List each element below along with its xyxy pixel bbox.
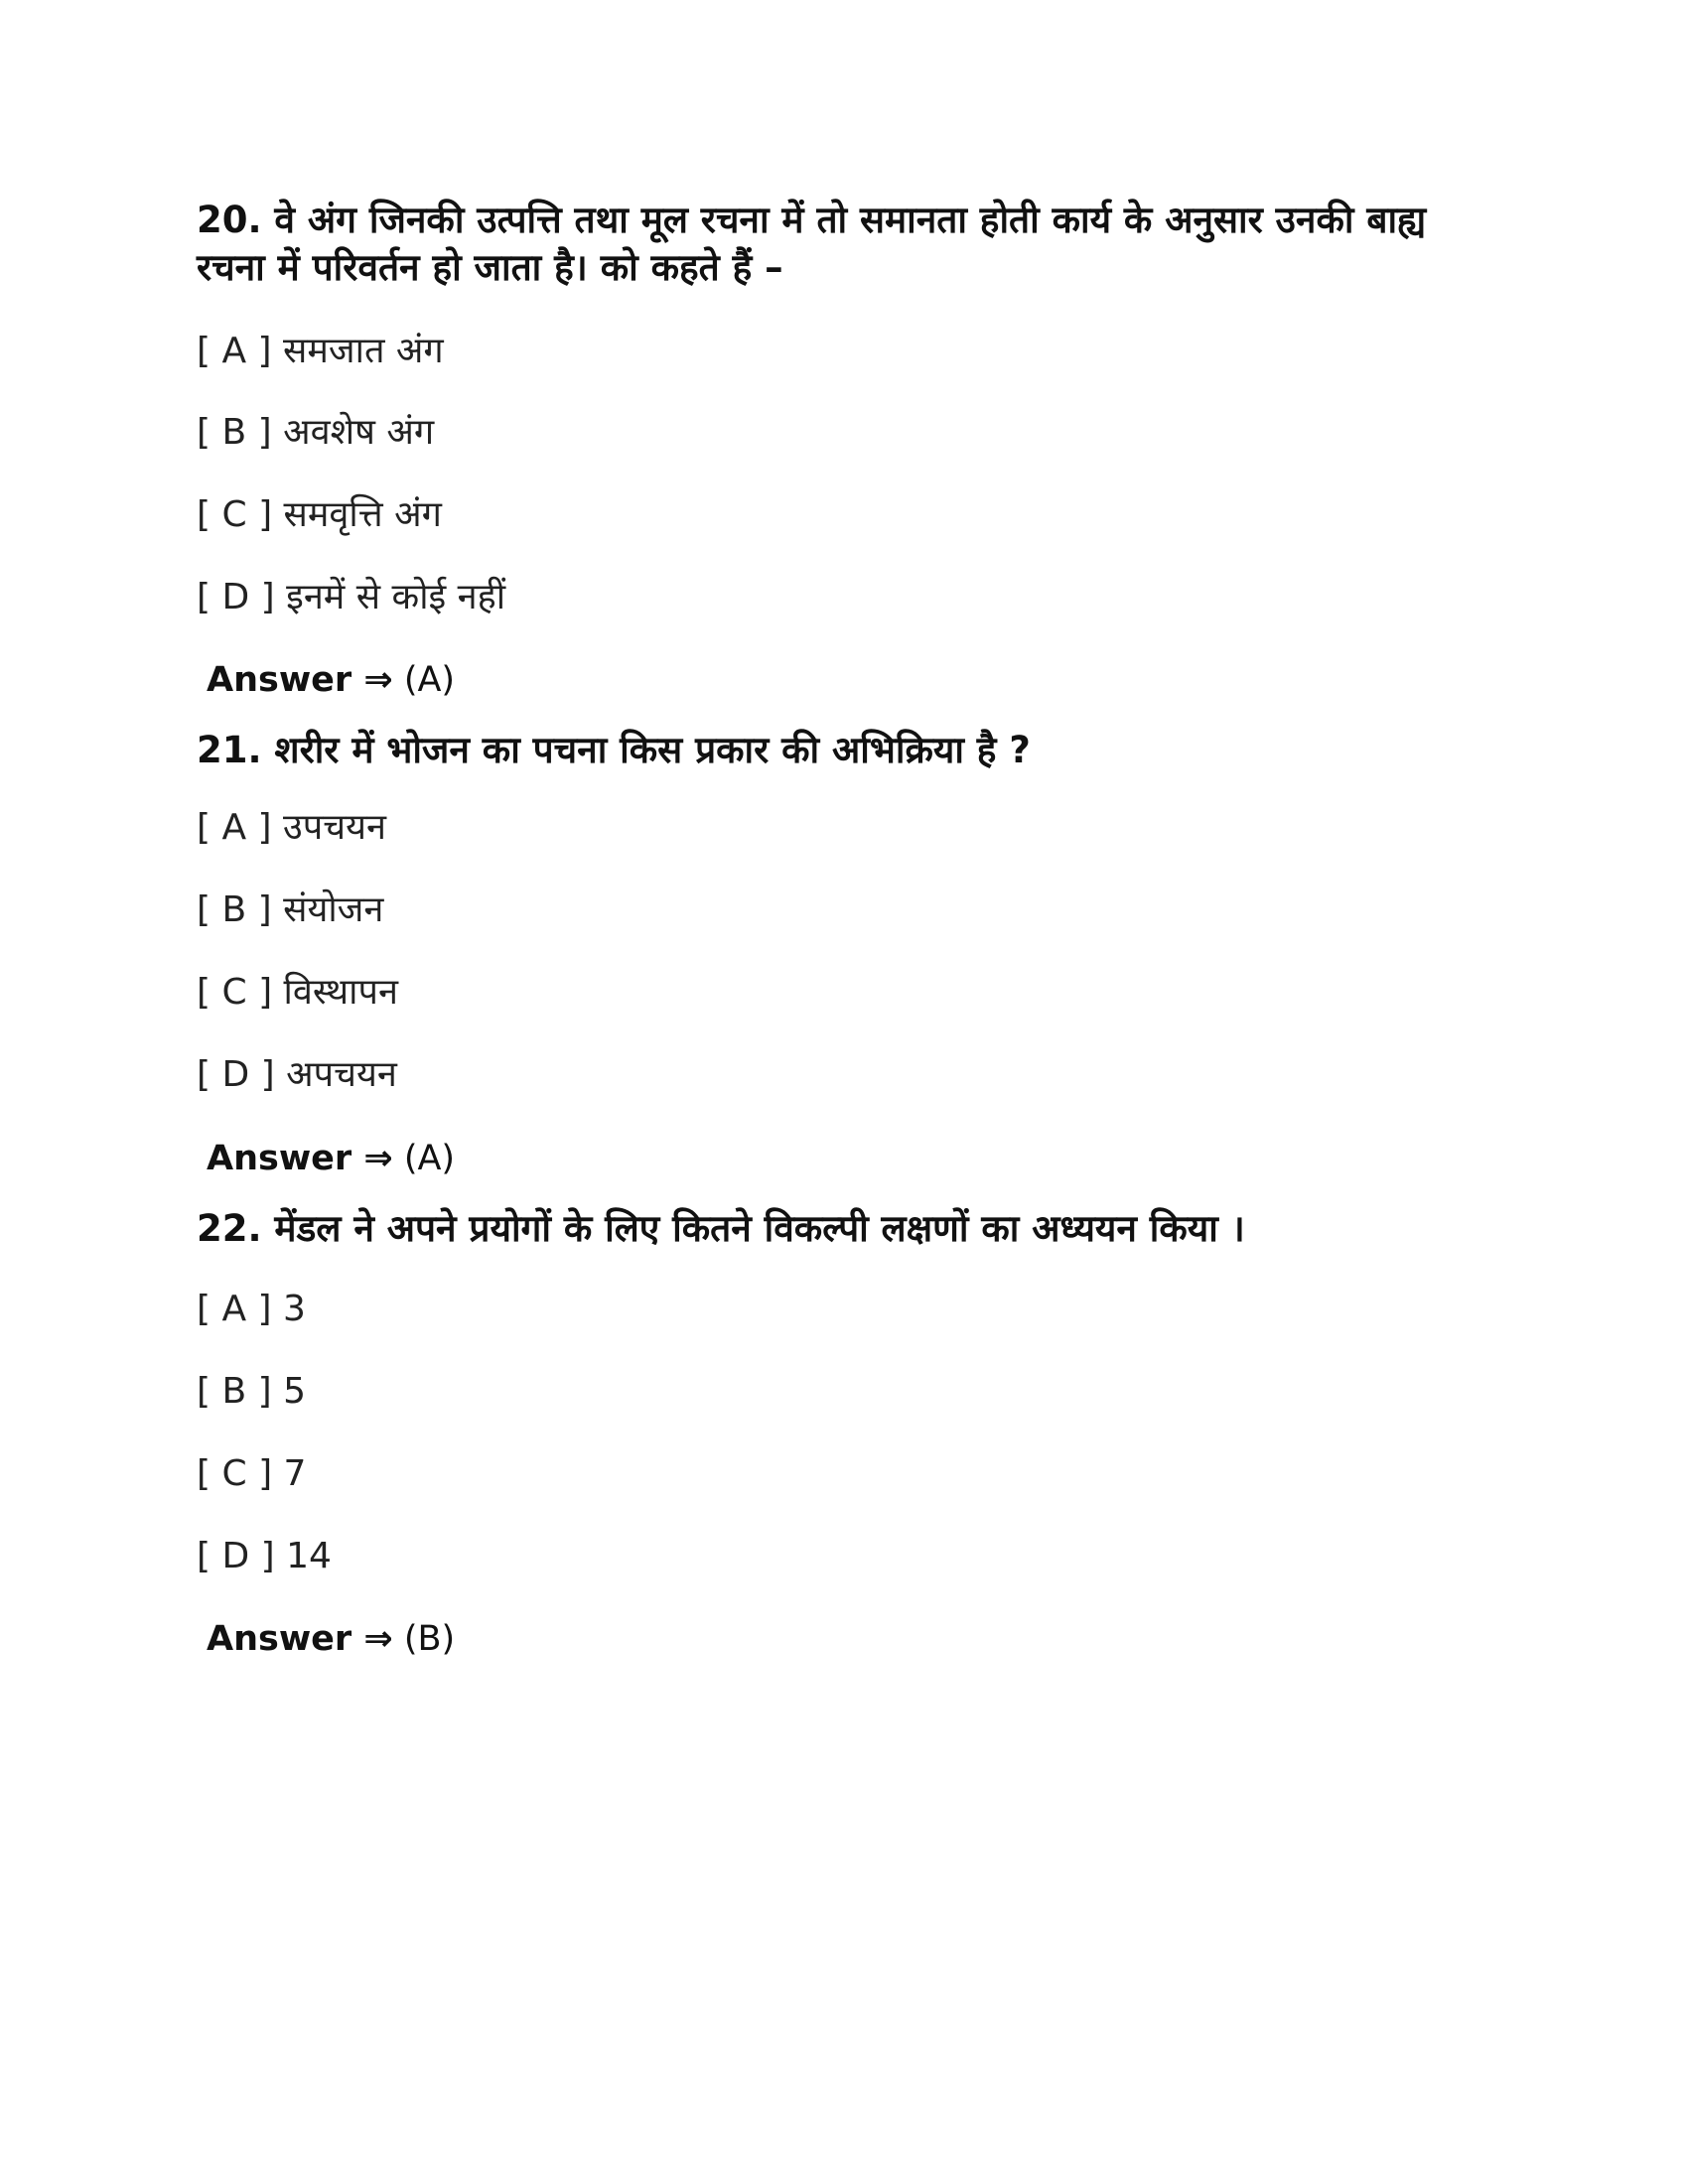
question-21-text: 21. शरीर में भोजन का पचना किस प्रकार की अभिक्रिया है ? — [197, 729, 1031, 771]
question-20-option-a: [ A ] समजात अंग — [197, 331, 444, 371]
answer-label: Answer ⇒ — [207, 660, 393, 700]
question-21-answer — [207, 1137, 455, 1180]
question-21-option-b: [ B ] संयोजन — [197, 889, 384, 930]
answer-value: (B) — [403, 1619, 456, 1659]
question-20-option-d: [ D ] इनमें से कोई नहीं — [197, 577, 506, 617]
question-20-answer — [207, 658, 455, 702]
question-22-text: 22. मेंडल ने अपने प्रयोगों के लिए कितने विकल्पी लक्षणों का अध्ययन किया । — [197, 1207, 1245, 1250]
answer-value: (A) — [403, 660, 456, 700]
question-20-text: 20. वे अंग जिनकी उत्पत्ति तथा मूल रचना में तो समानता होती कार्य के अनुसार उनकी बाह्य रचना में परिवर्तन हो जाता है। को कहते हैं – — [197, 199, 1427, 289]
question-22-option-c: [ C ] 7 — [197, 1453, 307, 1494]
question-22-option-b: [ B ] 5 — [197, 1371, 307, 1412]
question-20-option-c: [ C ] समवृत्ति अंग — [197, 494, 442, 535]
question-21-option-c: [ C ] विस्थापन — [197, 972, 398, 1013]
question-20-option-b: [ B ] अवशेष अंग — [197, 412, 435, 453]
question-22-option-d: [ D ] 14 — [197, 1536, 332, 1576]
question-22-answer — [207, 1617, 455, 1661]
answer-label: Answer ⇒ — [207, 1619, 393, 1659]
question-21-option-d: [ D ] अपचयन — [197, 1054, 397, 1095]
question-22-option-a: [ A ] 3 — [197, 1289, 306, 1329]
question-21-option-a: [ A ] उपचयन — [197, 807, 386, 848]
answer-value: (A) — [403, 1139, 456, 1178]
answer-label: Answer ⇒ — [207, 1139, 393, 1178]
